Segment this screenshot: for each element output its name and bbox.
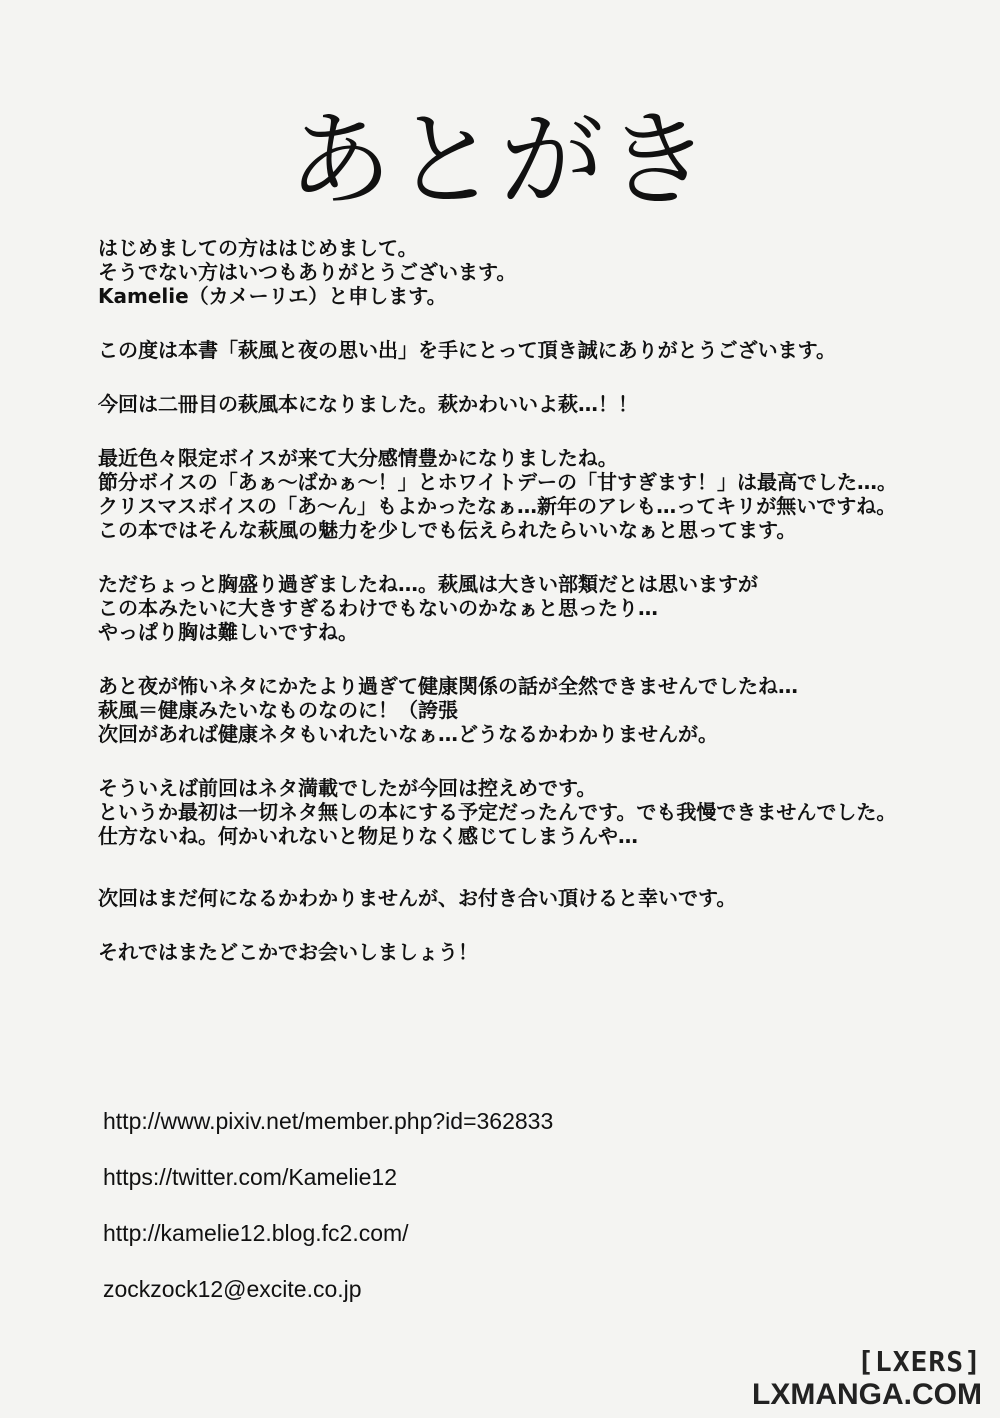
text-line: あと夜が怖いネタにかたより過ぎて健康関係の話が全然できませんでしたね… (98, 674, 798, 698)
email-link[interactable]: zockzock12@excite.co.jp (103, 1276, 362, 1302)
blog-link[interactable]: http://kamelie12.blog.fc2.com/ (103, 1220, 409, 1246)
text-line: この度は本書「萩風と夜の思い出」を手にとって頂き誠にありがとうございます。 (98, 338, 836, 362)
text-line: この本みたいに大きすぎるわけでもないのかなぁと思ったり… (98, 596, 658, 620)
text-line: 萩風＝健康みたいなものなのに！（誇張 (98, 698, 458, 722)
text-line: はじめましての方ははじめまして。 (98, 236, 418, 260)
page-title: あとがき (287, 99, 712, 221)
text-line: 最近色々限定ボイスが来て大分感情豊かになりましたね。 (98, 446, 618, 470)
paragraph-greeting (98, 236, 978, 308)
text-line: クリスマスボイスの「あ～ん」もよかったなぁ…新年のアレも…ってキリが無いですね。 (98, 494, 897, 518)
paragraph-farewell (98, 940, 978, 964)
pixiv-link[interactable]: http://www.pixiv.net/member.php?id=362833 (103, 1108, 554, 1134)
paragraph-second-book (98, 392, 978, 416)
text-line: というか最初は一切ネタ無しの本にする予定だったんです。でも我慢できませんでした。 (98, 800, 897, 824)
text-line: 次回はまだ何になるかわかりませんが、お付き合い頂けると幸いです。 (98, 886, 737, 910)
contact-links (103, 1106, 553, 1330)
paragraph-thanks (98, 338, 978, 362)
twitter-link[interactable]: https://twitter.com/Kamelie12 (103, 1164, 398, 1190)
paragraph-jokes (98, 776, 978, 848)
paragraph-health (98, 674, 978, 746)
paragraph-voices (98, 446, 978, 542)
text-line: 今回は二冊目の萩風本になりました。萩かわいいよ萩…！！ (98, 392, 638, 416)
text-line: 次回があれば健康ネタもいれたいなぁ…どうなるかわかりませんが。 (98, 722, 718, 746)
text-line: そういえば前回はネタ満載でしたが今回は控えめです。 (98, 776, 597, 800)
text-line: それではまたどこかでお会いしましょう！ (98, 940, 478, 964)
text-line: やっぱり胸は難しいですね。 (98, 620, 358, 644)
text-line: Kamelie（カメーリエ）と申します。 (98, 284, 447, 308)
watermark-top: [LXERS] (856, 1345, 982, 1378)
text-line: 仕方ないね。何かいれないと物足りなく感じてしまうんや… (98, 824, 638, 848)
text-line: そうでない方はいつもありがとうございます。 (98, 260, 517, 284)
text-line: この本ではそんな萩風の魅力を少しでも伝えられたらいいなぁと思ってます。 (98, 518, 797, 542)
paragraph-design (98, 572, 978, 644)
text-line: ただちょっと胸盛り過ぎましたね…。萩風は大きい部類だとは思いますが (98, 572, 758, 596)
text-line: 節分ボイスの「あぁ～ばかぁ～！」とホワイトデーの「甘すぎます！」は最高でした…。 (98, 470, 897, 494)
afterword-body (98, 236, 978, 964)
paragraph-next (98, 886, 978, 910)
watermark-bottom: LXMANGA.COM (752, 1378, 982, 1411)
watermark (752, 1346, 982, 1412)
